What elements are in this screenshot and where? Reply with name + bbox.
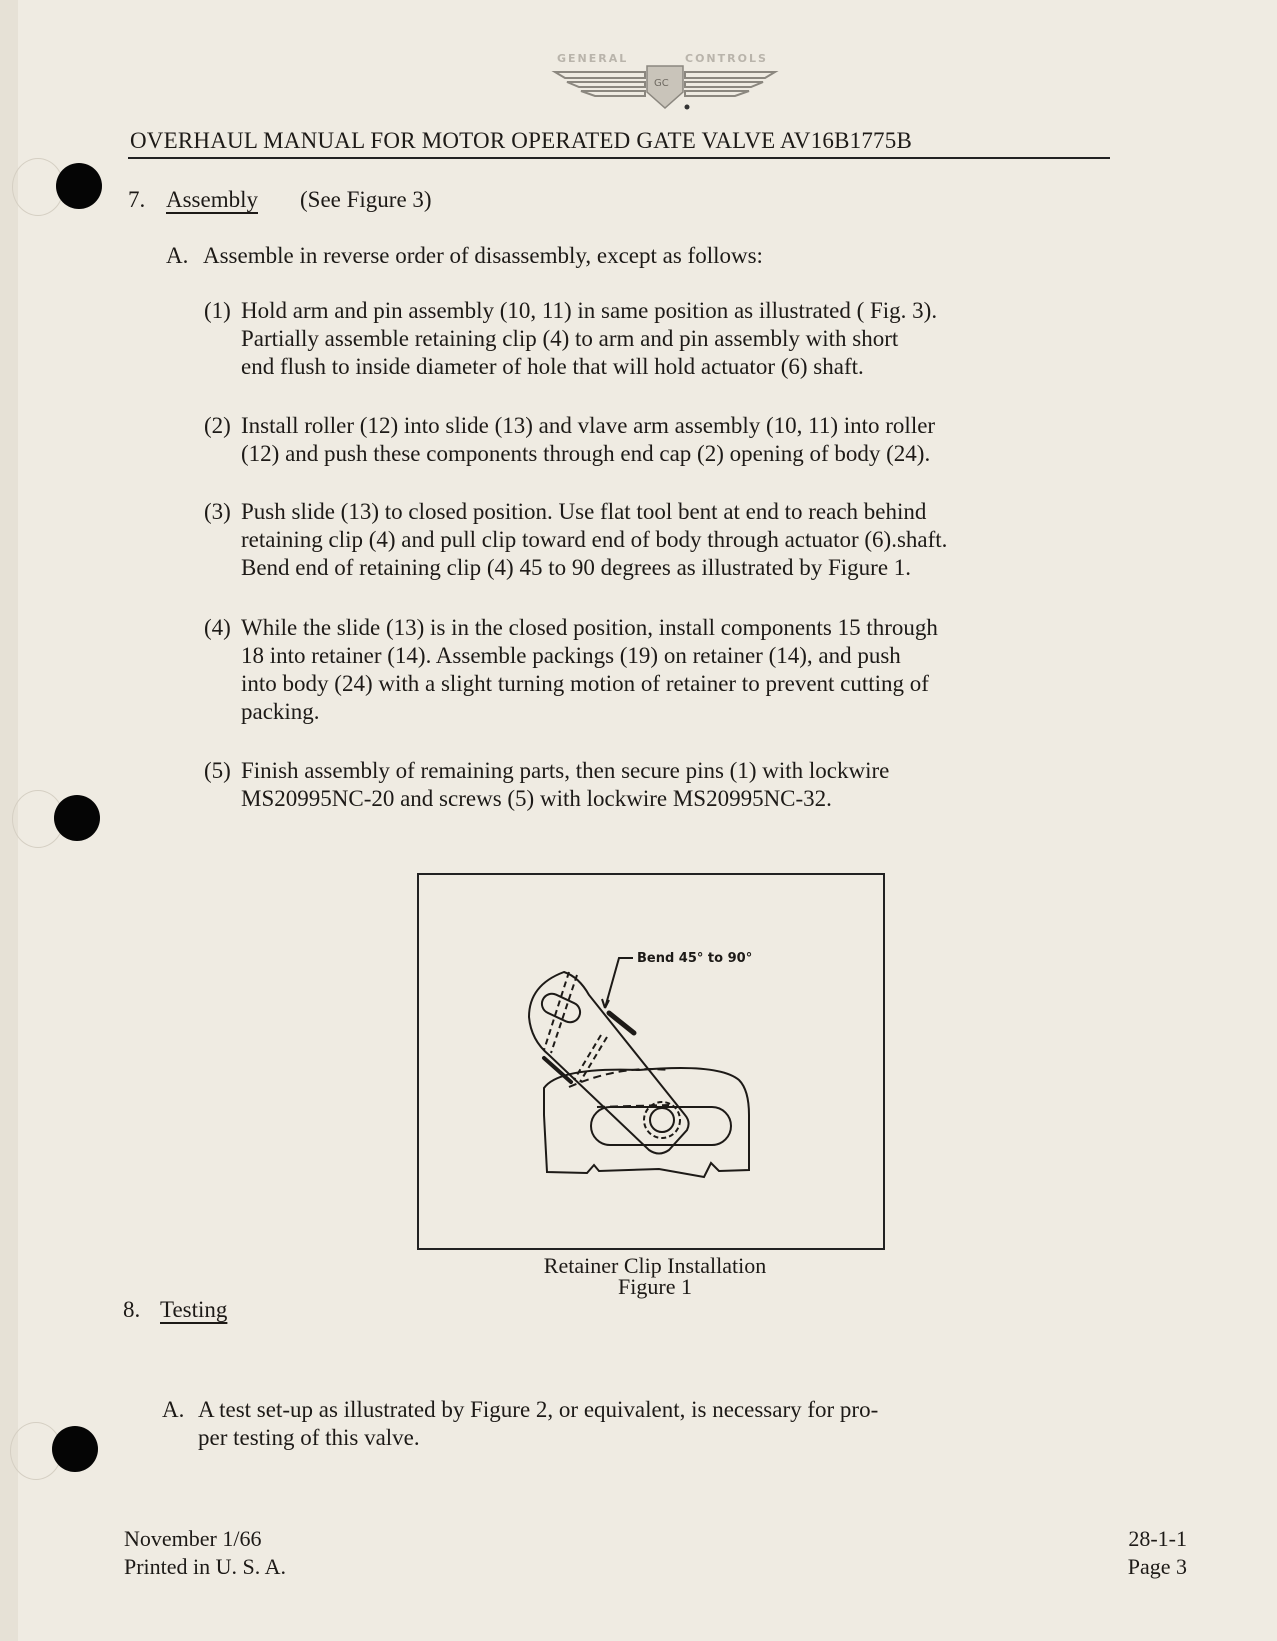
step-1-label: (1) <box>204 298 231 323</box>
footer-date: November 1/66 <box>124 1526 262 1551</box>
step-1-line: Partially assemble retaining clip (4) to arm and pin assembly with short <box>241 326 899 351</box>
step-4-label: (4) <box>204 615 231 640</box>
section-7-title-suffix: (See Figure 3) <box>300 187 432 212</box>
section-8a-line: per testing of this valve. <box>198 1425 420 1450</box>
section-8-number: 8. <box>123 1297 141 1322</box>
step-1-line: Hold arm and pin assembly (10, 11) in same position as illustrated ( Fig. 3). <box>241 298 938 323</box>
logo-text-right: CONTROLS <box>685 52 768 65</box>
svg-text:GC: GC <box>654 78 669 89</box>
binder-hole <box>56 163 102 209</box>
binder-hole <box>54 795 100 841</box>
footer-printed: Printed in U. S. A. <box>124 1554 286 1579</box>
binder-hole <box>52 1426 98 1472</box>
section-7a-text: Assemble in reverse order of disassembly, except as follows: <box>203 243 763 268</box>
pin-outline <box>650 1108 674 1132</box>
figure-1-caption-title: Retainer Clip Installation <box>543 1253 767 1278</box>
winged-shield-logo-icon <box>545 52 785 110</box>
logo-text-left: GENERAL <box>557 52 629 65</box>
step-3-line: Push slide (13) to closed position. Use flat tool bent at end to reach behind <box>241 499 927 524</box>
document-title: OVERHAUL MANUAL FOR MOTOR OPERATED GATE VALVE AV16B1775B <box>130 128 912 153</box>
step-4-line: 18 into retainer (14). Assemble packings (19) on retainer (14), and push <box>241 643 901 668</box>
retainer-clip-drawing <box>419 875 883 1248</box>
footer-page-number: Page 3 <box>1127 1554 1187 1579</box>
slot-outline <box>591 1107 731 1145</box>
step-5-line: MS20995NC-20 and screws (5) with lockwire MS20995NC-32. <box>241 786 832 811</box>
step-5-line: Finish assembly of remaining parts, then secure pins (1) with lockwire <box>241 758 890 783</box>
step-2-line: Install roller (12) into slide (13) and vlave arm assembly (10, 11) into roller <box>241 413 936 438</box>
bend-callout-label: Bend 45° to 90° <box>637 951 753 966</box>
step-5-label: (5) <box>204 758 231 783</box>
section-8-title: Testing <box>160 1297 228 1322</box>
section-8a-line: A test set-up as illustrated by Figure 2, or equivalent, is necessary for pro- <box>198 1397 879 1422</box>
step-4-line: While the slide (13) is in the closed position, install components 15 through <box>241 615 938 640</box>
step-4-line: into body (24) with a slight turning motion of retainer to prevent cutting of <box>241 671 929 696</box>
figure-1-retainer-clip <box>417 873 885 1250</box>
figure-1-caption-number: Figure 1 <box>618 1274 692 1299</box>
step-4-line: packing. <box>241 699 320 724</box>
section-7-title: Assembly <box>166 187 258 212</box>
company-logo <box>545 52 785 110</box>
step-2-line: (12) and push these components through end cap (2) opening of body (24). <box>241 441 931 466</box>
step-1-line: end flush to inside diameter of hole that will hold actuator (6) shaft. <box>241 354 864 379</box>
step-2-label: (2) <box>204 413 231 438</box>
section-7-number: 7. <box>128 187 146 212</box>
arm-outline <box>529 972 689 1154</box>
bent-tab <box>609 1013 634 1033</box>
section-8a-label: A. <box>162 1397 185 1422</box>
footer-doc-number: 28-1-1 <box>1128 1526 1187 1551</box>
step-3-label: (3) <box>204 499 231 524</box>
section-7a-label: A. <box>166 243 189 268</box>
step-3-line: Bend end of retaining clip (4) 45 to 90 degrees as illustrated by Figure 1. <box>241 555 912 580</box>
header-rule <box>128 157 1110 159</box>
step-3-line: retaining clip (4) and pull clip toward end of body through actuator (6).shaft. <box>241 527 948 552</box>
